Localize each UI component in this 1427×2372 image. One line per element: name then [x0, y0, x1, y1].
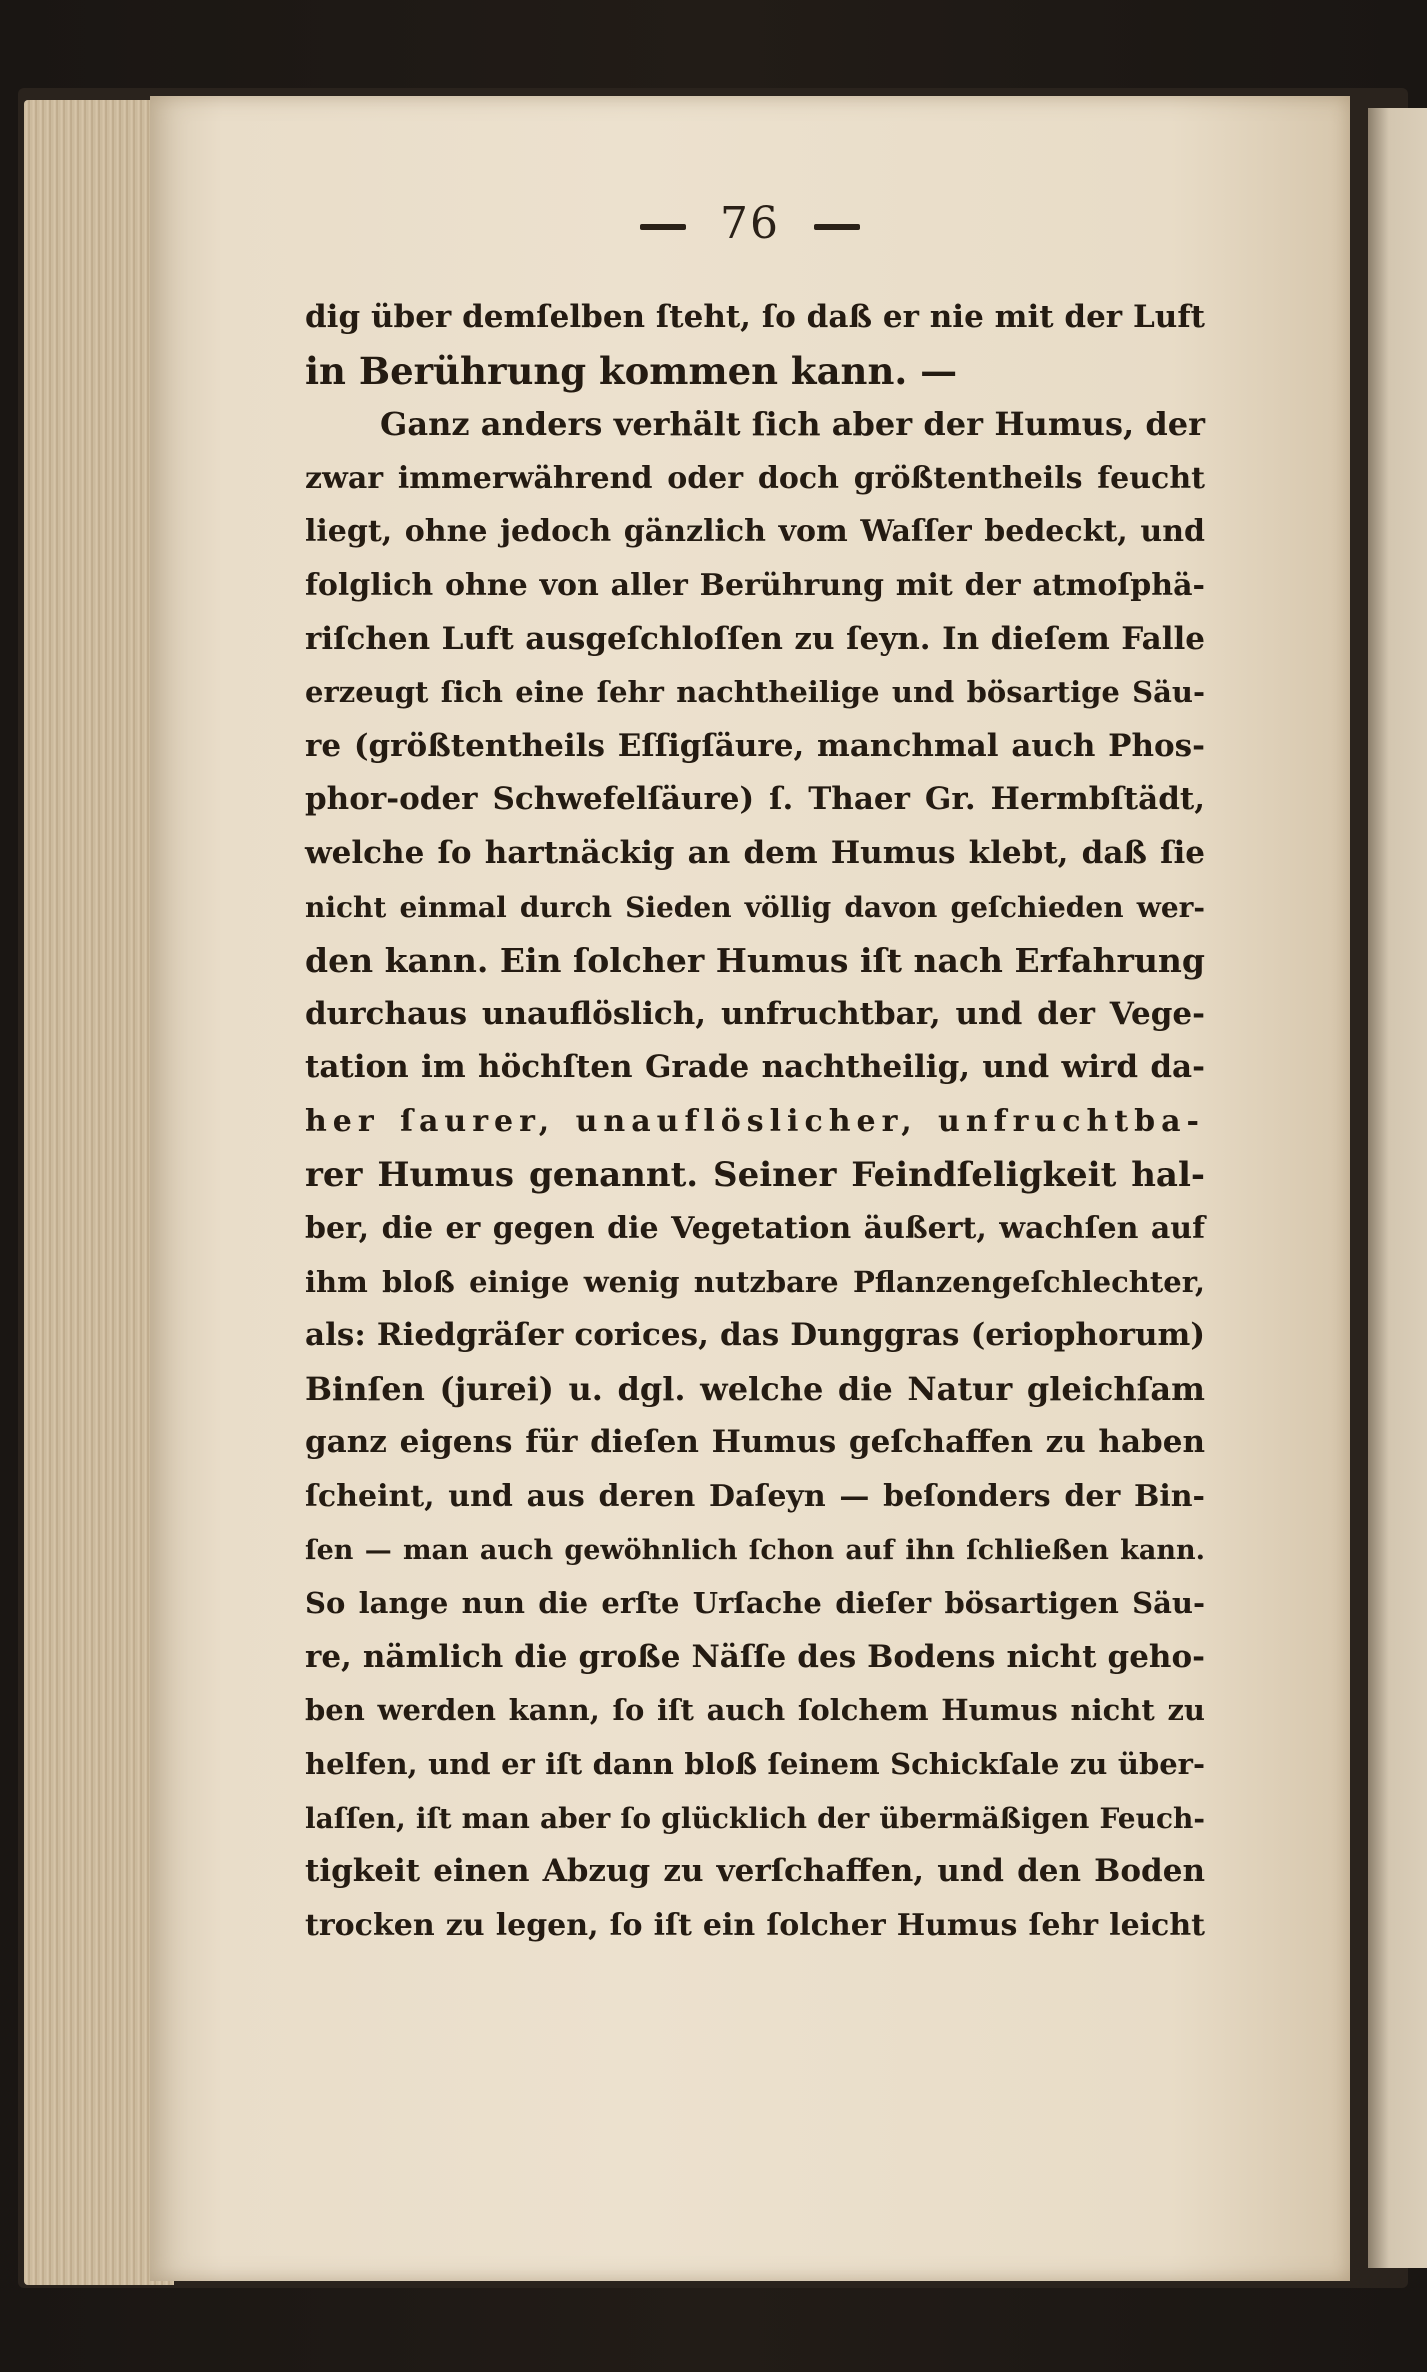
text-line: tigkeit einen Abzug zu verſchaffen, und den Boden — [305, 1853, 1205, 1890]
page-number: 76 — [720, 198, 780, 249]
text-line: ihm bloß einige wenig nutzbare Pflanzengeſchlechter, — [305, 1264, 1205, 1299]
page-header — [150, 198, 1350, 249]
text-line: rer Humus genannt. Seiner Feindſeligkeit hal- — [305, 1154, 1205, 1195]
text-line: dig über demſelben ſteht, ſo daß er nie mit der Luft — [305, 299, 1205, 335]
text-line: durchaus unauflöslich, unfruchtbar, und der Vege- — [305, 995, 1205, 1032]
text-line: als: Riedgräſer corices, das Dunggras (eriophorum) — [305, 1317, 1205, 1354]
text-line: folglich ohne von aller Berührung mit der atmoſphä- — [305, 567, 1205, 603]
text-line: trocken zu legen, ſo iſt ein ſolcher Humus ſehr leicht — [305, 1907, 1205, 1943]
text-line: nicht einmal durch Sieden völlig davon geſchieden wer- — [305, 890, 1205, 924]
text-line: erzeugt ſich eine ſehr nachtheilige und bösartige Säu- — [305, 675, 1205, 710]
text-line: liegt, ohne jedoch gänzlich vom Waſſer bedeckt, und — [305, 514, 1205, 550]
header-dash-right — [814, 224, 860, 230]
text-line: riſchen Luft ausgeſchloſſen zu ſeyn. In dieſem Falle — [305, 620, 1205, 657]
text-line: Ganz anders verhält ſich aber der Humus, der — [380, 405, 1205, 444]
text-line: zwar immerwährend oder doch größtentheils feucht — [305, 460, 1205, 496]
text-line: tation im höchſten Grade nachtheilig, und wird da- — [305, 1049, 1205, 1086]
text-line: phor-oder Schwefelſäure) ſ. Thaer Gr. Hermbſtädt, — [305, 781, 1205, 818]
text-line: welche ſo hartnäckig an dem Humus klebt, daß ſie — [305, 834, 1205, 871]
text-line: ber, die er gegen die Vegetation äußert, wachſen auf — [305, 1211, 1205, 1247]
text-line: So lange nun die erſte Urſache dieſer bösartigen Säu- — [305, 1586, 1205, 1621]
text-line: ſen — man auch gewöhnlich ſchon auf ihn ſchließen kann. — [305, 1534, 1205, 1566]
book-page — [150, 96, 1350, 2281]
page-body-text — [305, 291, 1205, 1952]
text-line: helfen, und er iſt dann bloß ſeinem Schickſale zu über- — [305, 1747, 1205, 1782]
text-line: ſcheint, und aus deren Daſeyn — beſonders der Bin- — [305, 1479, 1205, 1515]
text-line: re (größtentheils Eſſigſäure, manchmal auch Phos- — [305, 727, 1205, 764]
text-line: laſſen, iſt man aber ſo glücklich der übermäßigen Feuch- — [305, 1801, 1205, 1835]
text-line: re, nämlich die große Näſſe des Bodens nicht geho- — [305, 1638, 1205, 1675]
header-dash-left — [640, 224, 686, 230]
text-line: ben werden kann, ſo iſt auch ſolchem Humus nicht zu — [305, 1693, 1205, 1728]
facing-page-edge — [1368, 108, 1427, 2268]
text-line: in Berührung kommen kann. — — [305, 348, 958, 393]
text-line: den kann. Ein ſolcher Humus iſt nach Erfahrung — [305, 941, 1205, 981]
text-line: her ſaurer, unauflöslicher, unfruchtba- — [305, 1103, 1205, 1139]
text-line: Binſen (jurei) u. dgl. welche die Natur gleichſam — [305, 1369, 1205, 1408]
text-line: ganz eigens für dieſen Humus geſchaffen zu haben — [305, 1424, 1205, 1461]
